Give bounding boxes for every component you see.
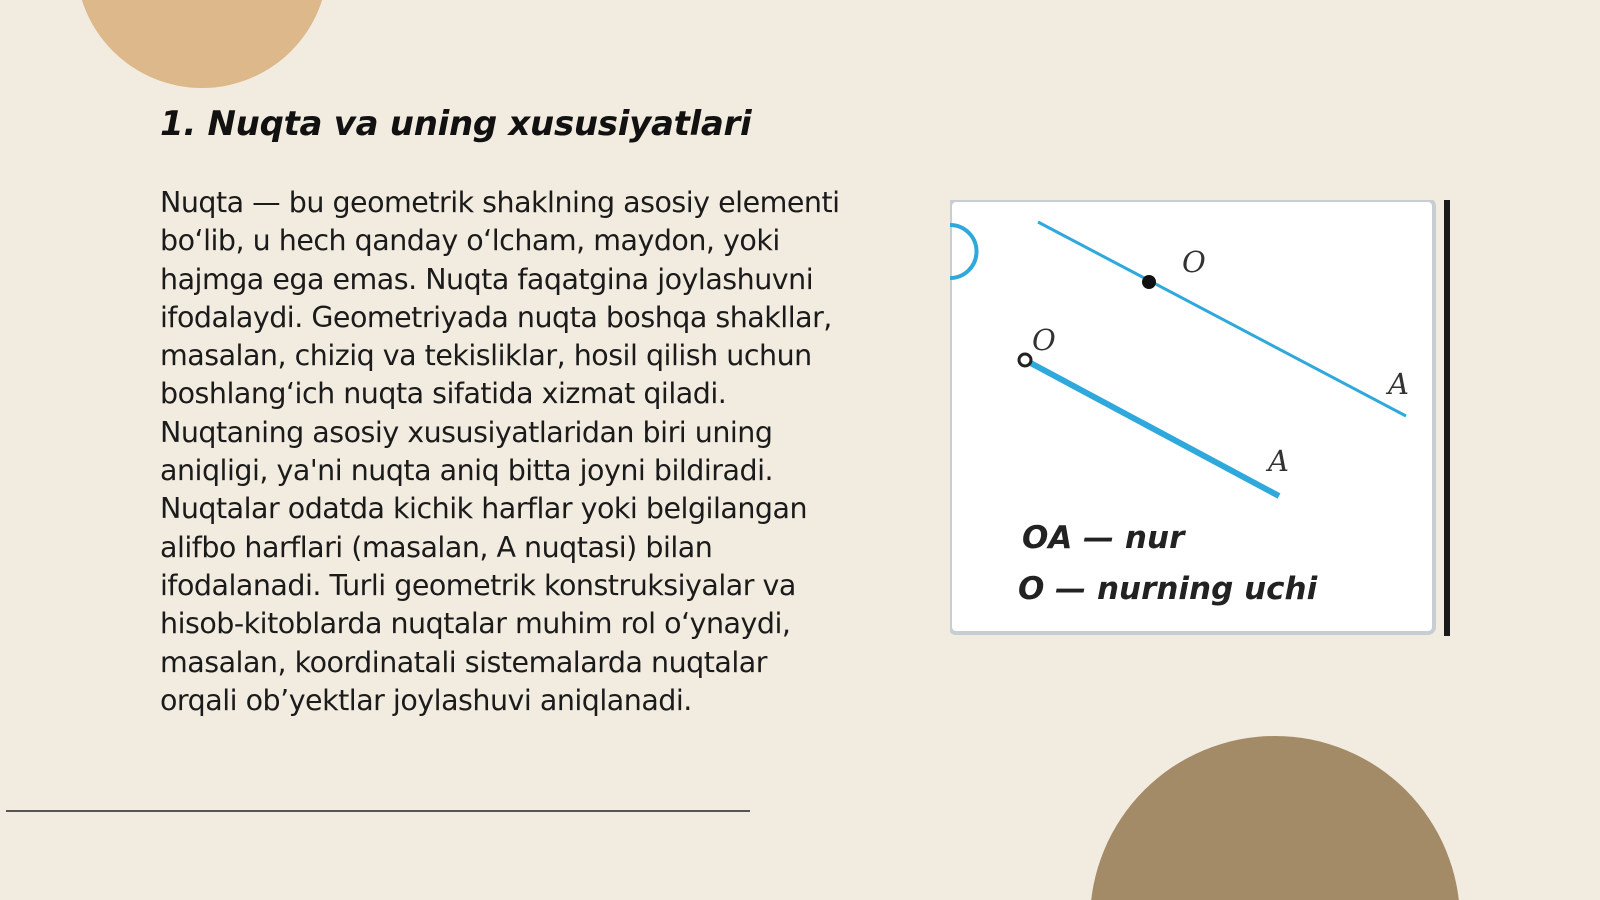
decorative-circle-top bbox=[76, 0, 328, 88]
label-o-line: O bbox=[1182, 245, 1206, 279]
label-a-ray: A bbox=[1268, 444, 1289, 478]
figure-right-edge bbox=[1444, 200, 1450, 636]
caption-oa-nur: OA — nur bbox=[1022, 520, 1185, 556]
decorative-circle-bottom bbox=[1090, 736, 1460, 900]
ray-origin-point bbox=[1019, 354, 1031, 366]
slide-body-text: Nuqta — bu geometrik shaklning asosiy elementi bo‘lib, u hech qanday o‘lcham, maydon, yoki hajmga ega emas. Nuqta faqatgina joylashuvni ifodalaydi. Geometriyada nuqta boshqa shakllar, masalan, chiziq va tekisliklar, hosil qilish uchun boshlang‘ich nuqta sifatida xizmat qiladi. Nuqtaning asosiy xususiyatlaridan biri uning aniqligi, ya'ni nuqta aniq bitta joyni bildiradi. Nuqtalar odatda kichik harflar yoki belgilangan alifbo harflari (masalan, A nuqtasi) bilan ifodalanadi. Turli geometrik konstruksiyalar va hisob-kitoblarda nuqtalar muhim rol o‘ynaydi, masalan, koordinatali sistemalarda nuqtalar orqali ob’yektlar joylashuvi aniqlanadi. bbox=[160, 186, 840, 717]
label-a-line: A bbox=[1388, 367, 1409, 401]
caption-nurning-uchi: O — nurning uchi bbox=[1018, 571, 1318, 607]
label-o-ray: O bbox=[1032, 323, 1056, 357]
ray-diagram bbox=[950, 200, 1450, 636]
slide-title: 1. Nuqta va uning xususiyatlari bbox=[160, 104, 752, 144]
divider-line bbox=[6, 810, 750, 812]
point-o-on-line bbox=[1142, 275, 1156, 289]
ray-figure bbox=[950, 200, 1450, 636]
